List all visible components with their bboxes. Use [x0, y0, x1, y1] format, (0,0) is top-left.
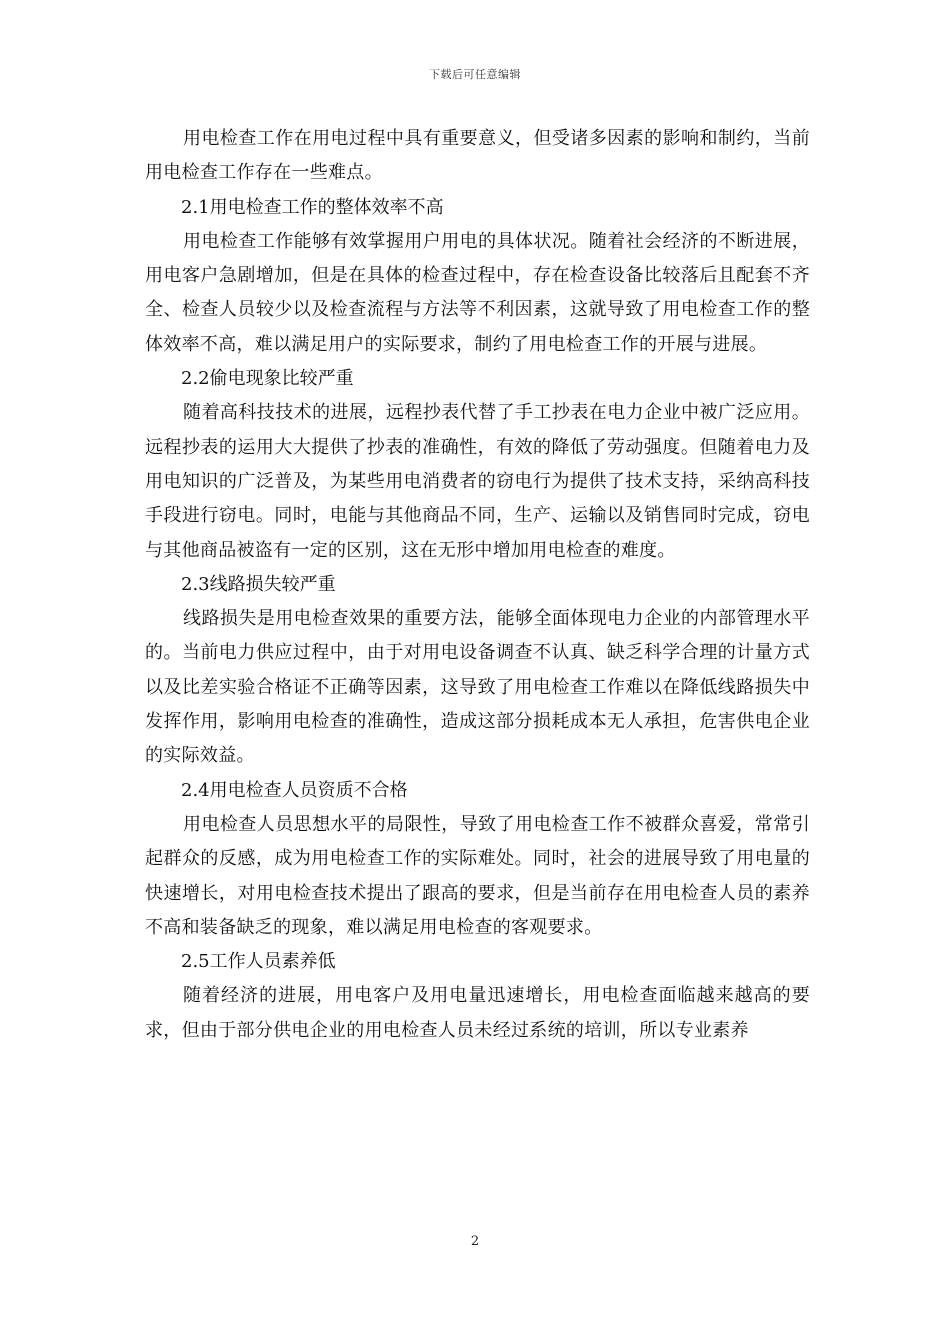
- document-body: [145, 122, 810, 1048]
- section-paragraph-2-1: 用电检查工作能够有效掌握用户用电的具体状况。随着社会经济的不断进展，用电客户急剧增加，但是在具体的检查过程中，存在检查设备比较落后且配套不齐全、检查人员较少以及检查流程与方法等不利因素，这就导致了用电检查工作的整体效率不高，难以满足用户的实际要求，制约了用电检查工作的开展与进展。: [145, 230, 810, 355]
- page-header: 下载后可任意编辑: [429, 68, 521, 81]
- section-paragraph-2-4: 用电检查人员思想水平的局限性，导致了用电检查工作不被群众喜爱，常常引起群众的反感，成为用电检查工作的实际难处。同时，社会的进展导致了用电量的快速增长，对用电检查技术提出了跟高的要求，但是当前存在用电检查人员的素养不高和装备缺乏的现象，难以满足用电检查的客观要求。: [145, 813, 810, 938]
- section-paragraph-2-5: 随着经济的进展，用电客户及用电量迅速增长，用电检查面临越来越高的要求，但由于部分供电企业的用电检查人员未经过系统的培训，所以专业素养: [145, 985, 810, 1041]
- section-heading-2-1: 2.1用电检查工作的整体效率不高: [181, 196, 444, 218]
- section-heading-2-2: 2.2偷电现象比较严重: [181, 368, 354, 390]
- section-heading-2-4: 2.4用电检查人员资质不合格: [181, 779, 408, 801]
- page-number: 2: [470, 1234, 480, 1249]
- section-paragraph-2-2: 随着高科技技术的进展，远程抄表代替了手工抄表在电力企业中被广泛应用。远程抄表的运用大大提供了抄表的准确性，有效的降低了劳动强度。但随着电力及用电知识的广泛普及，为某些用电消费者的窃电行为提供了技术支持，采纳高科技手段进行窃电。同时，电能与其他商品不同，生产、运输以及销售同时完成，窃电与其他商品被盗有一定的区别，这在无形中增加用电检查的难度。: [145, 402, 810, 561]
- section-heading-2-3: 2.3线路损失较严重: [181, 573, 336, 595]
- intro-paragraph: 用电检查工作在用电过程中具有重要意义，但受诸多因素的影响和制约，当前用电检查工作存在一些难点。: [145, 128, 810, 184]
- section-paragraph-2-3: 线路损失是用电检查效果的重要方法，能够全面体现电力企业的内部管理水平的。当前电力供应过程中，由于对用电设备调查不认真、缺乏科学合理的计量方式以及比差实验合格证不正确等因素，这导致了用电检查工作难以在降低线路损失中发挥作用，影响用电检查的准确性，造成这部分损耗成本无人承担，危害供电企业的实际效益。: [145, 608, 810, 767]
- section-heading-2-5: 2.5工作人员素养低: [181, 951, 336, 973]
